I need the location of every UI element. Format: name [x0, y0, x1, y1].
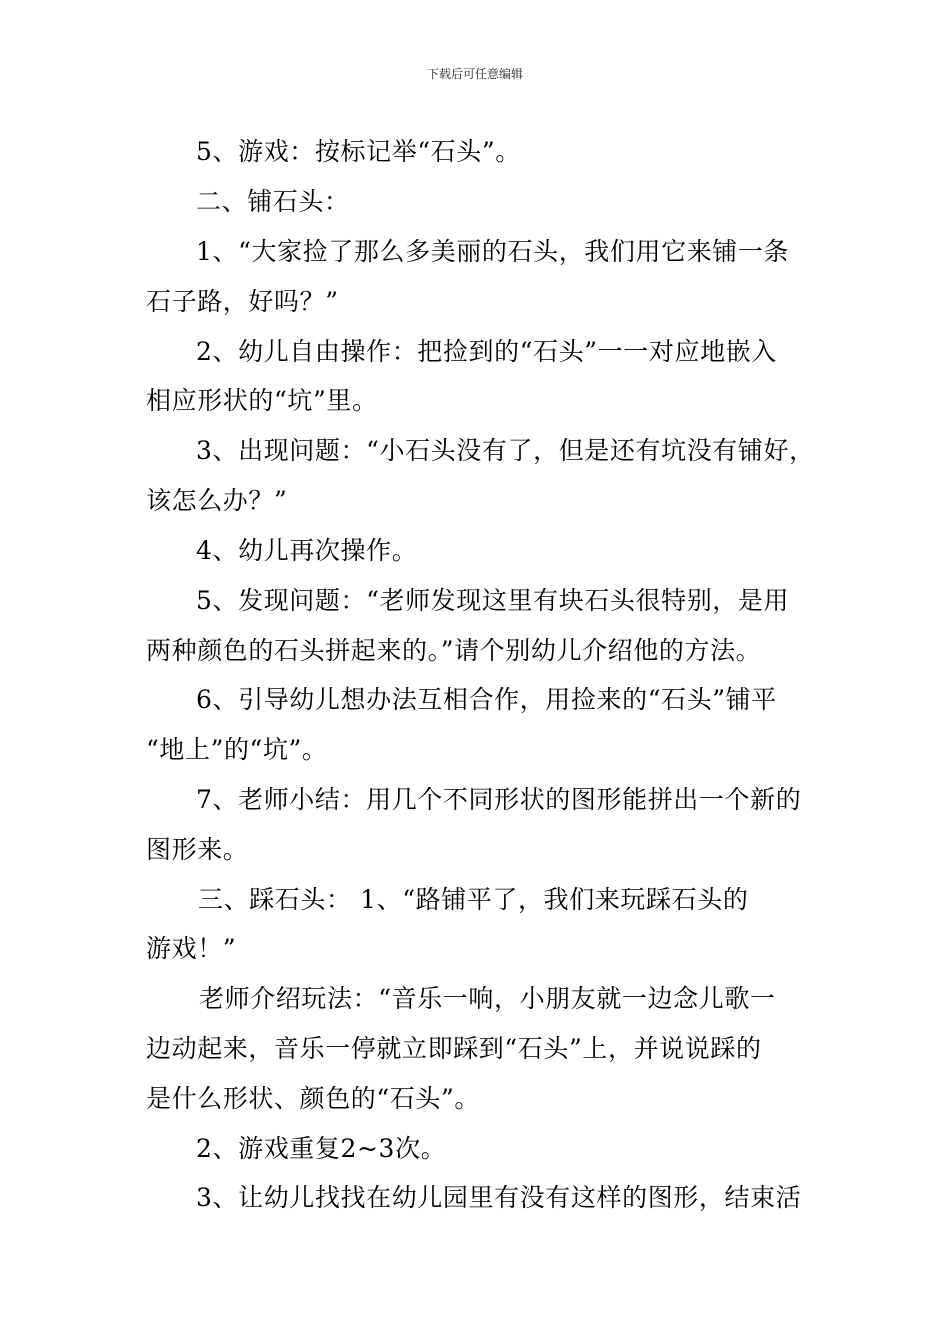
text-line: 老师介绍玩法：“音乐一响，小朋友就一边念儿歌一 [199, 984, 776, 1013]
text-line: 石子路，好吗？” [146, 287, 339, 316]
text-line: 游戏！” [146, 934, 237, 963]
text-line: “地上”的“坑”。 [146, 735, 328, 764]
text-line: 该怎么办？” [146, 486, 288, 515]
text-line: 7、老师小结：用几个不同形状的图形能拼出一个新的 [196, 785, 802, 814]
text-line: 两种颜色的石头拼起来的。”请个别幼儿介绍他的方法。 [146, 636, 762, 665]
text-line: 1、“大家捡了那么多美丽的石头，我们用它来铺一条 [196, 237, 790, 266]
text-line: 三、踩石头： 1、“路铺平了，我们来玩踩石头的 [198, 885, 749, 914]
text-line: 2、游戏重复2~3次。 [196, 1134, 447, 1163]
text-line: 4、幼儿再次操作。 [196, 536, 418, 565]
text-line: 二、铺石头： [196, 187, 350, 216]
text-line: 相应形状的“坑”里。 [146, 386, 378, 415]
text-line: 6、引导幼儿想办法互相合作，用捡来的“石头”铺平 [196, 685, 777, 714]
page-header: 下载后可任意编辑 [426, 67, 523, 81]
text-line: 边动起来，音乐一停就立即踩到“石头”上，并说说踩的 [146, 1034, 762, 1063]
text-line: 2、幼儿自由操作：把捡到的“石头”一一对应地嵌入 [196, 337, 777, 366]
text-line: 5、发现问题：“老师发现这里有块石头很特别，是用 [196, 586, 790, 615]
text-line: 图形来。 [146, 835, 249, 864]
text-line: 是什么形状、颜色的“石头”。 [146, 1084, 480, 1113]
text-line: 3、出现问题：“小石头没有了，但是还有坑没有铺好， [196, 436, 815, 465]
text-line: 3、让幼儿找找在幼儿园里有没有这样的图形，结束活 [196, 1183, 802, 1212]
text-line: 5、游戏：按标记举“石头”。 [196, 137, 521, 166]
